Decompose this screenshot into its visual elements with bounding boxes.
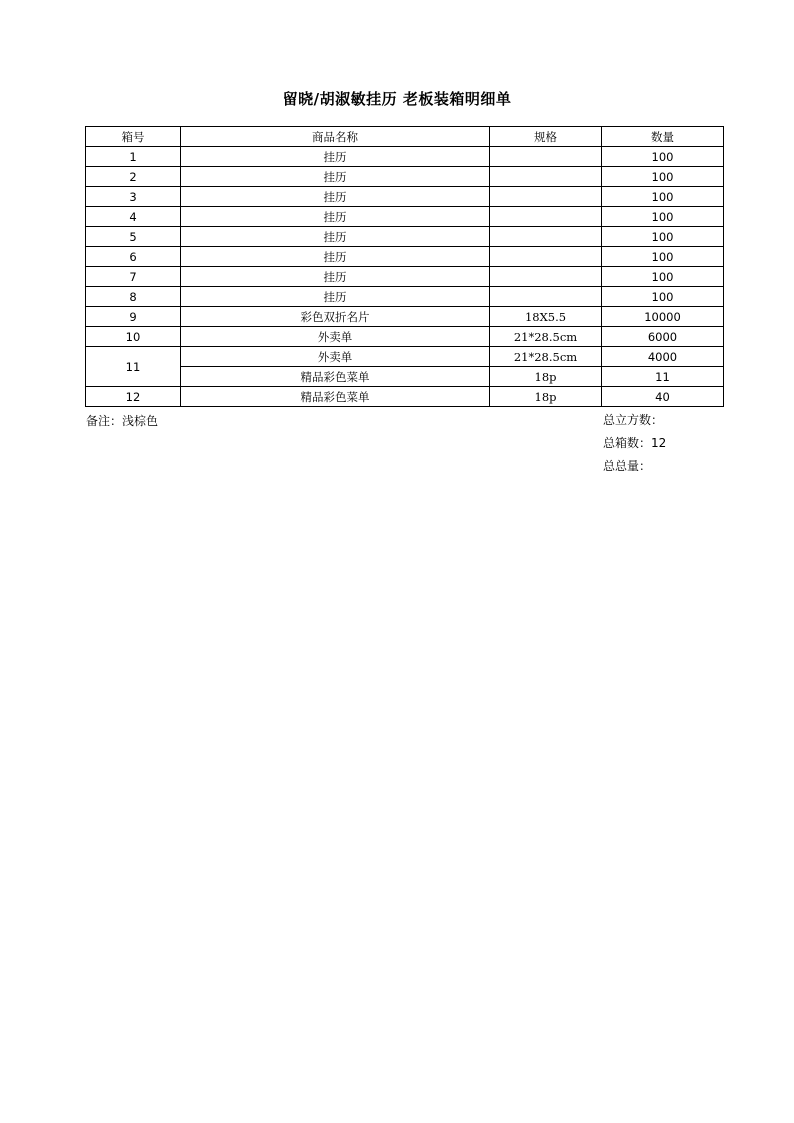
cell-box-number: 2 <box>86 167 181 187</box>
table-row <box>86 387 724 407</box>
cell-box-number: 8 <box>86 287 181 307</box>
cell-quantity: 100 <box>602 167 724 187</box>
table-row <box>86 367 724 387</box>
cell-specification: 21*28.5cm <box>490 327 602 347</box>
totals-block <box>603 409 666 478</box>
cell-product-name: 挂历 <box>181 167 490 187</box>
cell-quantity: 10000 <box>602 307 724 327</box>
header-quantity: 数量 <box>602 127 724 147</box>
cell-product-name: 外卖单 <box>181 327 490 347</box>
cell-product-name: 外卖单 <box>181 347 490 367</box>
table-row <box>86 287 724 307</box>
cell-quantity: 6000 <box>602 327 724 347</box>
table-row <box>86 227 724 247</box>
cell-specification <box>490 227 602 247</box>
cell-box-number: 3 <box>86 187 181 207</box>
cell-specification: 18p <box>490 387 602 407</box>
cell-box-number: 5 <box>86 227 181 247</box>
cell-quantity: 100 <box>602 207 724 227</box>
table-row <box>86 307 724 327</box>
total-volume: 总立方数： <box>603 413 664 427</box>
table-row <box>86 267 724 287</box>
total-quantity: 总总量： <box>603 459 652 473</box>
cell-specification: 21*28.5cm <box>490 347 602 367</box>
cell-box-number: 4 <box>86 207 181 227</box>
cell-product-name: 精品彩色菜单 <box>181 387 490 407</box>
header-specification: 规格 <box>490 127 602 147</box>
total-boxes: 总箱数：12 <box>603 436 667 450</box>
cell-quantity: 100 <box>602 267 724 287</box>
table-row <box>86 247 724 267</box>
cell-box-number: 10 <box>86 327 181 347</box>
cell-quantity: 100 <box>602 227 724 247</box>
cell-specification: 18p <box>490 367 602 387</box>
cell-specification <box>490 207 602 227</box>
cell-box-number: 9 <box>86 307 181 327</box>
packing-list-table <box>85 126 724 407</box>
cell-box-number: 12 <box>86 387 181 407</box>
cell-quantity: 40 <box>602 387 724 407</box>
header-box-number: 箱号 <box>86 127 181 147</box>
cell-specification <box>490 147 602 167</box>
cell-box-number: 1 <box>86 147 181 167</box>
table-row <box>86 207 724 227</box>
cell-specification <box>490 287 602 307</box>
cell-specification <box>490 247 602 267</box>
cell-product-name: 彩色双折名片 <box>181 307 490 327</box>
table-header-row <box>86 127 724 147</box>
header-product-name: 商品名称 <box>181 127 490 147</box>
cell-box-number: 6 <box>86 247 181 267</box>
cell-product-name: 挂历 <box>181 147 490 167</box>
cell-quantity: 100 <box>602 247 724 267</box>
cell-quantity: 4000 <box>602 347 724 367</box>
table-row <box>86 187 724 207</box>
remark-note: 备注：浅棕色 <box>86 414 159 428</box>
table-row <box>86 327 724 347</box>
page-title: 留晓/胡淑敏挂历 老板装箱明细单 <box>282 90 512 108</box>
cell-product-name: 精品彩色菜单 <box>181 367 490 387</box>
cell-product-name: 挂历 <box>181 227 490 247</box>
cell-quantity: 11 <box>602 367 724 387</box>
table-row <box>86 167 724 187</box>
cell-quantity: 100 <box>602 187 724 207</box>
cell-product-name: 挂历 <box>181 207 490 227</box>
cell-quantity: 100 <box>602 287 724 307</box>
cell-product-name: 挂历 <box>181 247 490 267</box>
cell-product-name: 挂历 <box>181 287 490 307</box>
table-row <box>86 147 724 167</box>
cell-product-name: 挂历 <box>181 267 490 287</box>
cell-specification: 18X5.5 <box>490 307 602 327</box>
cell-specification <box>490 187 602 207</box>
table-row <box>86 347 724 367</box>
cell-product-name: 挂历 <box>181 187 490 207</box>
cell-specification <box>490 167 602 187</box>
cell-specification <box>490 267 602 287</box>
cell-quantity: 100 <box>602 147 724 167</box>
cell-box-number: 7 <box>86 267 181 287</box>
cell-box-number: 11 <box>86 347 181 387</box>
